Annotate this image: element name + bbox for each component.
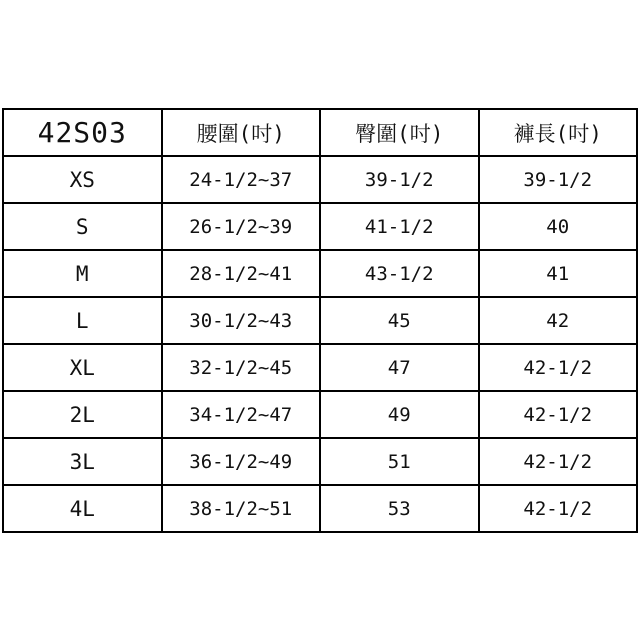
waist-cell: 24-1/2~37 xyxy=(162,156,321,203)
table-row xyxy=(3,344,637,391)
size-cell: 4L xyxy=(3,485,162,532)
hip-cell: 39-1/2 xyxy=(320,156,479,203)
length-cell: 40 xyxy=(479,203,638,250)
size-chart-table xyxy=(2,108,638,533)
length-cell: 42 xyxy=(479,297,638,344)
size-cell: 3L xyxy=(3,438,162,485)
table-row xyxy=(3,485,637,532)
size-cell: 2L xyxy=(3,391,162,438)
size-cell: S xyxy=(3,203,162,250)
waist-cell: 34-1/2~47 xyxy=(162,391,321,438)
table-row xyxy=(3,156,637,203)
length-cell: 42-1/2 xyxy=(479,485,638,532)
hip-cell: 49 xyxy=(320,391,479,438)
waist-cell: 30-1/2~43 xyxy=(162,297,321,344)
size-cell: M xyxy=(3,250,162,297)
length-cell: 42-1/2 xyxy=(479,391,638,438)
model-code: 42S03 xyxy=(3,109,162,156)
header-row xyxy=(3,109,637,156)
table-row xyxy=(3,203,637,250)
length-cell: 42-1/2 xyxy=(479,438,638,485)
length-cell: 41 xyxy=(479,250,638,297)
table-row xyxy=(3,297,637,344)
waist-cell: 36-1/2~49 xyxy=(162,438,321,485)
table-row xyxy=(3,391,637,438)
waist-cell: 28-1/2~41 xyxy=(162,250,321,297)
size-chart-container xyxy=(2,108,638,533)
length-cell: 42-1/2 xyxy=(479,344,638,391)
hip-cell: 41-1/2 xyxy=(320,203,479,250)
size-cell: XL xyxy=(3,344,162,391)
length-column-header: 褲長(吋) xyxy=(479,109,638,156)
hip-cell: 47 xyxy=(320,344,479,391)
hip-cell: 53 xyxy=(320,485,479,532)
size-cell: L xyxy=(3,297,162,344)
hip-cell: 51 xyxy=(320,438,479,485)
waist-cell: 32-1/2~45 xyxy=(162,344,321,391)
hip-column-header: 臀圍(吋) xyxy=(320,109,479,156)
hip-cell: 43-1/2 xyxy=(320,250,479,297)
length-cell: 39-1/2 xyxy=(479,156,638,203)
table-row xyxy=(3,250,637,297)
waist-cell: 26-1/2~39 xyxy=(162,203,321,250)
size-cell: XS xyxy=(3,156,162,203)
waist-column-header: 腰圍(吋) xyxy=(162,109,321,156)
waist-cell: 38-1/2~51 xyxy=(162,485,321,532)
hip-cell: 45 xyxy=(320,297,479,344)
table-row xyxy=(3,438,637,485)
